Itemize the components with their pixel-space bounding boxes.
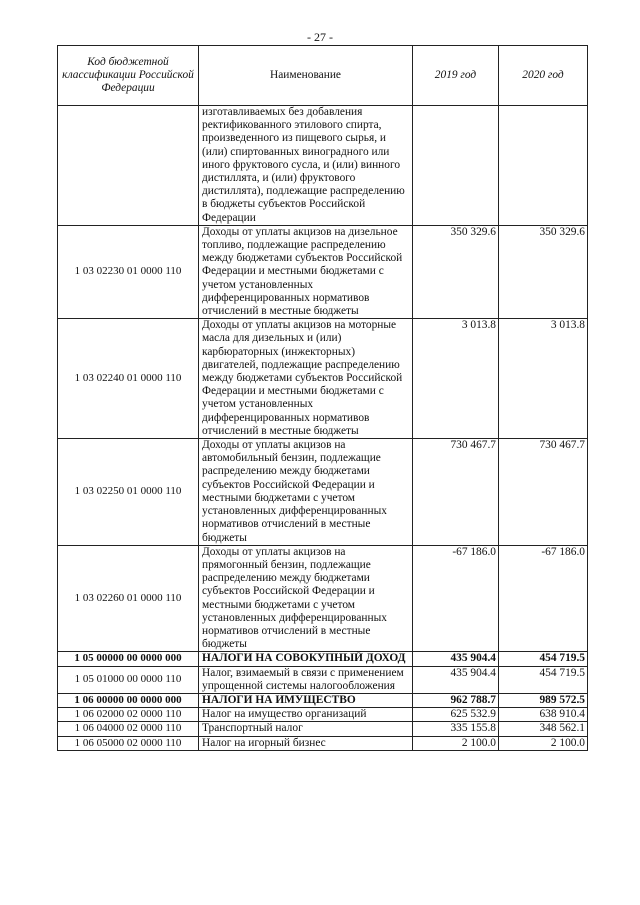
table-row [58,666,588,693]
table-row [58,708,588,722]
row-code: 1 03 02230 01 0000 110 [58,225,199,318]
table-row [58,439,588,546]
row-value-2019: 2 100.0 [413,736,499,750]
row-name: НАЛОГИ НА ИМУЩЕСТВО [199,693,413,707]
row-value-2019: 730 467.7 [413,439,499,546]
row-code: 1 03 02250 01 0000 110 [58,439,199,546]
header-2019: 2019 год [413,46,499,106]
page-number: - 27 - [307,30,333,44]
row-value-2020: 3 013.8 [499,319,588,439]
row-name: Налог на игорный бизнес [199,736,413,750]
table-row [58,319,588,439]
row-code [58,106,199,226]
table-row [58,693,588,707]
header-code: Код бюджетной классификации Российской Федерации [58,46,199,106]
row-value-2020: 454 719.5 [499,652,588,666]
row-value-2020: 730 467.7 [499,439,588,546]
table-row [58,736,588,750]
row-name: Доходы от уплаты акцизов на моторные масла для дизельных и (или) карбюраторных (инжекторных) двигателей, подлежащие распределению между бюджетами субъектов Российской Федерации и местными бюджетами с учетом установленных дифференцированных нормативов отчислений в местные бюджеты [199,319,413,439]
row-code: 1 06 00000 00 0000 000 [58,693,199,707]
table-row [58,545,588,652]
table-row [58,225,588,318]
row-value-2019: 350 329.6 [413,225,499,318]
table-header-row [58,46,588,106]
row-value-2020: 350 329.6 [499,225,588,318]
row-value-2019: 625 532.9 [413,708,499,722]
row-code: 1 06 04000 02 0000 110 [58,722,199,736]
row-value-2019: 435 904.4 [413,652,499,666]
row-value-2020: 638 910.4 [499,708,588,722]
row-code: 1 05 00000 00 0000 000 [58,652,199,666]
row-code: 1 06 05000 02 0000 110 [58,736,199,750]
row-value-2020: 348 562.1 [499,722,588,736]
row-value-2020: 989 572.5 [499,693,588,707]
row-code: 1 03 02260 01 0000 110 [58,545,199,652]
row-name: Доходы от уплаты акцизов на прямогонный бензин, подлежащие распределению между бюджетами субъектов Российской Федерации и местными бюджетами с учетом установленных дифференцированных нормативов отчислений в местные бюджеты [199,545,413,652]
table-row [58,652,588,666]
table-body [58,106,588,751]
row-value-2019: 3 013.8 [413,319,499,439]
row-value-2019 [413,106,499,226]
row-name: изготавливаемых без добавления ректификованного этилового спирта, произведенного из пищевого сырья, и (или) спиртованных виноградного или иного фруктового сусла, и (или) винного дистиллята, и (или) фруктового дистиллята), подлежащие распределению в бюджеты субъектов Российской Федерации [199,106,413,226]
row-name: Налог на имущество организаций [199,708,413,722]
row-code: 1 03 02240 01 0000 110 [58,319,199,439]
row-name: Доходы от уплаты акцизов на автомобильный бензин, подлежащие распределению между бюджетами субъектов Российской Федерации и местными бюджетами с учетом установленных дифференцированных нормативов отчислений в местные бюджеты [199,439,413,546]
row-value-2020: 454 719.5 [499,666,588,693]
row-value-2020: -67 186.0 [499,545,588,652]
row-code: 1 05 01000 00 0000 110 [58,666,199,693]
row-name: НАЛОГИ НА СОВОКУПНЫЙ ДОХОД [199,652,413,666]
row-name: Доходы от уплаты акцизов на дизельное топливо, подлежащие распределению между бюджетами субъектов Российской Федерации и местными бюджетами с учетом установленных дифференцированных нормативов отчислений в местные бюджеты [199,225,413,318]
table-row [58,722,588,736]
row-value-2019: 962 788.7 [413,693,499,707]
header-2020: 2020 год [499,46,588,106]
header-name: Наименование [199,46,413,106]
row-name: Транспортный налог [199,722,413,736]
row-code: 1 06 02000 02 0000 110 [58,708,199,722]
row-value-2019: 435 904.4 [413,666,499,693]
row-value-2020: 2 100.0 [499,736,588,750]
table-row [58,106,588,226]
row-name: Налог, взимаемый в связи с применением упрощенной системы налогообложения [199,666,413,693]
row-value-2020 [499,106,588,226]
budget-table [57,45,588,751]
row-value-2019: 335 155.8 [413,722,499,736]
row-value-2019: -67 186.0 [413,545,499,652]
